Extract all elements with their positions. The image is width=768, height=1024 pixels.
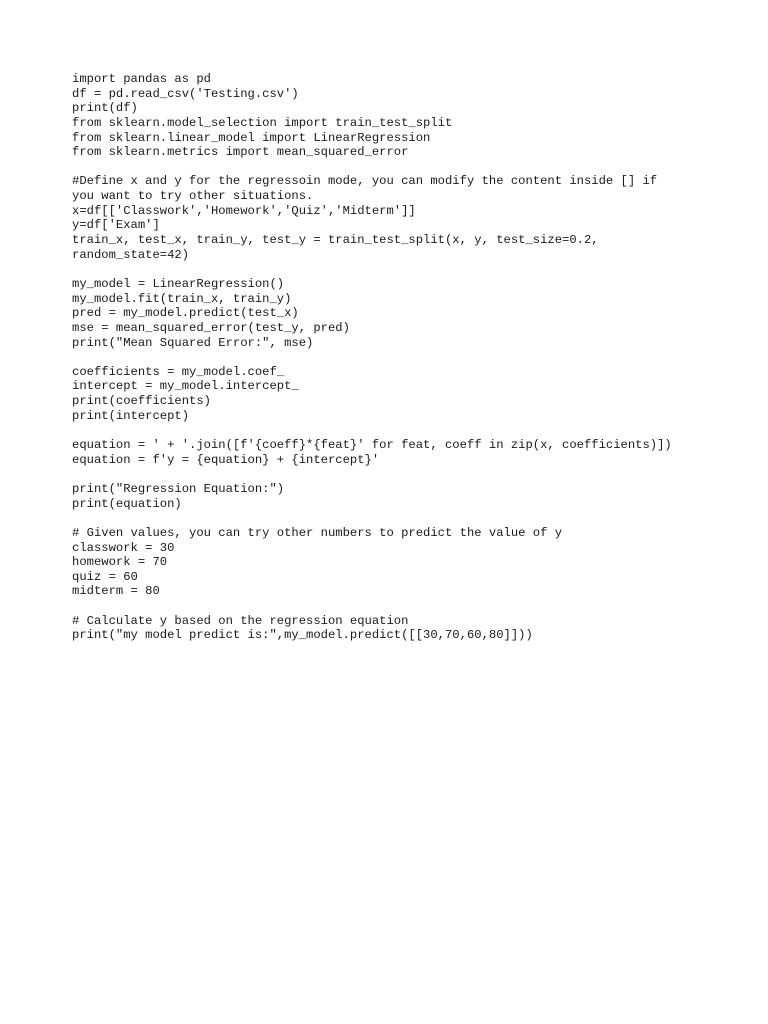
code-line: quiz = 60	[72, 569, 138, 584]
code-line: x=df[['Classwork','Homework','Quiz','Midterm']]	[72, 203, 416, 218]
code-line: you want to try other situations.	[72, 189, 314, 204]
code-line: pred = my_model.predict(test_x)	[72, 306, 299, 321]
code-line: print("Regression Equation:")	[72, 481, 285, 496]
code-line	[72, 160, 712, 175]
code-line: import pandas as pd	[72, 72, 211, 86]
code-line: print(df)	[72, 101, 138, 116]
code-line	[72, 262, 712, 277]
code-line: print(equation)	[72, 496, 182, 511]
code-line: coefficients = my_model.coef_	[72, 364, 285, 379]
code-line: random_state=42)	[72, 247, 190, 262]
code-line: #Define x and y for the regressoin mode, you can modify the content inside [] if	[72, 174, 658, 189]
code-line: equation = ' + '.join([f'{coeff}*{feat}' for feat, coeff in zip(x, coefficients)])	[72, 438, 672, 453]
code-line: my_model = LinearRegression()	[72, 276, 285, 291]
code-line	[72, 350, 712, 365]
code-line	[72, 467, 712, 482]
code-line: df = pd.read_csv('Testing.csv')	[72, 86, 299, 101]
code-line: classwork = 30	[72, 540, 175, 555]
code-line: from sklearn.metrics import mean_squared_error	[72, 145, 409, 160]
code-line	[72, 423, 712, 438]
code-line: train_x, test_x, train_y, test_y = train_test_split(x, y, test_size=0.2,	[72, 233, 599, 248]
code-line: print("my model predict is:",my_model.predict([[30,70,60,80]]))	[72, 628, 533, 643]
code-line: midterm = 80	[72, 584, 160, 599]
code-line: homework = 70	[72, 555, 168, 570]
code-line	[72, 511, 712, 526]
code-line: my_model.fit(train_x, train_y)	[72, 291, 292, 306]
code-line: equation = f'y = {equation} + {intercept}'	[72, 452, 380, 467]
code-line: from sklearn.linear_model import LinearRegression	[72, 130, 431, 145]
code-line: y=df['Exam']	[72, 218, 160, 233]
code-block	[72, 72, 712, 643]
code-line: # Given values, you can try other numbers to predict the value of y	[72, 525, 563, 540]
code-line: mse = mean_squared_error(test_y, pred)	[72, 320, 350, 335]
code-line: from sklearn.model_selection import train_test_split	[72, 115, 453, 130]
code-line	[72, 599, 712, 614]
code-line: intercept = my_model.intercept_	[72, 379, 299, 394]
code-line: print(intercept)	[72, 408, 190, 423]
code-line: print(coefficients)	[72, 394, 211, 409]
code-line: print("Mean Squared Error:", mse)	[72, 335, 314, 350]
code-line: # Calculate y based on the regression equation	[72, 613, 409, 628]
